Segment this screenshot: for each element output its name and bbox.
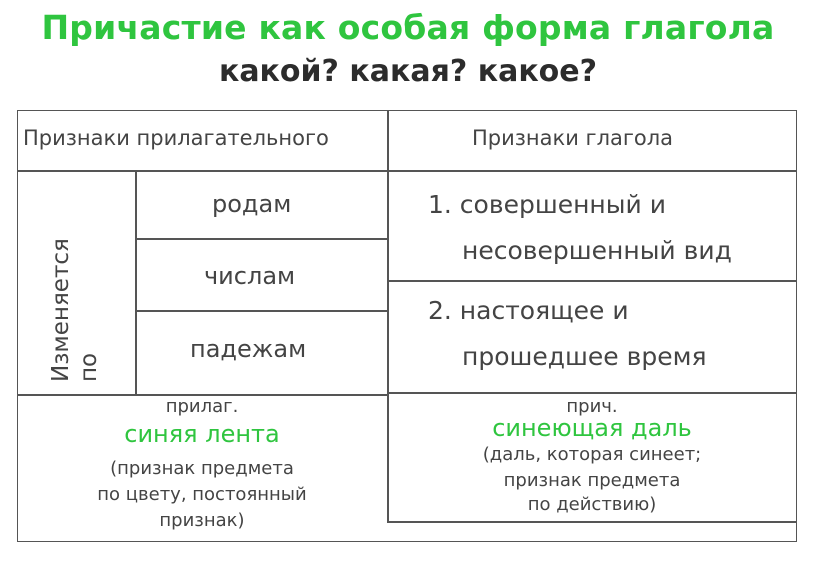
divider-vertical-label bbox=[135, 170, 137, 394]
verb-feature-aspect-line2: несовершенный вид bbox=[462, 236, 732, 265]
adj-note-line1: (признак предмета bbox=[110, 458, 294, 479]
adj-feature-gender: родам bbox=[212, 190, 292, 218]
adj-note-line3: признак) bbox=[159, 510, 245, 531]
participle-note-line3: по действию) bbox=[527, 494, 657, 515]
adj-note-line2: по цвету, постоянный bbox=[97, 484, 307, 505]
participle-example-abbr: прич. bbox=[566, 396, 618, 417]
verb-feature-tense-line1: 2. настоящее и bbox=[428, 296, 629, 325]
header-verb-features: Признаки глагола bbox=[472, 126, 674, 150]
vertical-label-line1: Изменяется bbox=[48, 238, 74, 382]
divider-right-bottom bbox=[387, 521, 797, 523]
adj-example-abbr: прилаг. bbox=[165, 396, 239, 417]
divider-verb-row1 bbox=[387, 280, 797, 282]
divider-adj-row1 bbox=[135, 238, 387, 240]
participle-example: синеющая даль bbox=[492, 414, 692, 442]
divider-header bbox=[17, 170, 797, 172]
vertical-label bbox=[47, 238, 103, 382]
page-title: Причастие как особая форма глагола bbox=[41, 8, 775, 47]
divider-verb-row2 bbox=[387, 392, 797, 394]
participle-note-line2: признак предмета bbox=[503, 470, 681, 491]
participle-note-line1: (даль, которая синеет; bbox=[482, 444, 702, 465]
header-adjective-features: Признаки прилагательного bbox=[23, 126, 329, 150]
vertical-label-line2: по bbox=[76, 352, 102, 382]
divider-adj-row2 bbox=[135, 310, 387, 312]
verb-feature-aspect-line1: 1. совершенный и bbox=[428, 190, 666, 219]
adj-feature-case: падежам bbox=[190, 335, 307, 363]
page-subtitle: какой? какая? какое? bbox=[218, 54, 598, 89]
adj-example: синяя лента bbox=[124, 420, 280, 448]
verb-feature-tense-line2: прошедшее время bbox=[462, 342, 707, 371]
adj-feature-number: числам bbox=[204, 262, 296, 290]
